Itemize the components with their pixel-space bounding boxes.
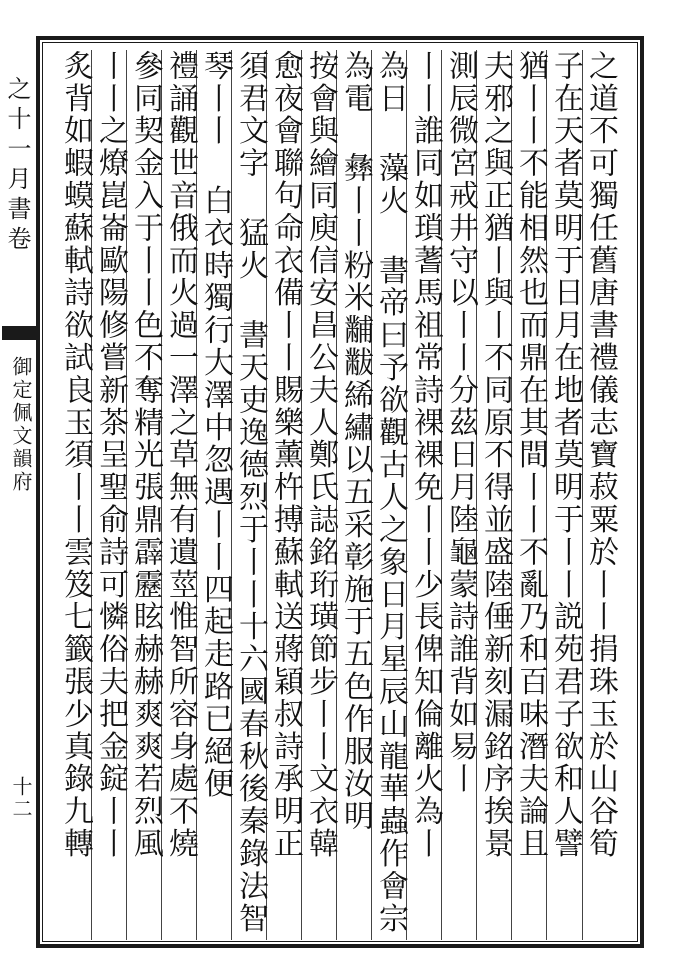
page-number: 十二 xyxy=(9,776,33,820)
text-column: 丨丨之燎崑崙歐陽修嘗新茶呈聖俞詩可憐俗夫把金錠丨丨 xyxy=(93,50,128,860)
text-column: 為日 藻火 書帝曰予欲觀古人之象日月星辰山龍華蟲作會宗 xyxy=(373,50,408,935)
fishtail-mark xyxy=(2,326,36,340)
text-column: 丨丨誰同如瑣蓍馬祖常詩裸裸免丨丨少長俾知倫離火為丨 xyxy=(408,50,443,860)
text-column: 琴丨丨 白衣時獨行大澤中忽遇丨丨四起走路已絕便 xyxy=(198,50,233,801)
book-title: 御定佩文韻府 xyxy=(9,356,33,494)
text-column: 夫邪之與正猶丨與丨不同原不得並盛陸倕新刻漏銘序挨景 xyxy=(478,50,513,860)
text-column: 猶丨丨不能相然也而鼎在其間丨丨不亂乃和百味潛夫論且 xyxy=(513,50,548,860)
text-column: 禮誦觀世音俄而火過一澤之草無有遺莖惟智所容身處不燒 xyxy=(163,50,198,860)
text-column: 測辰微宮戒井守以丨丨分茲日月陸龜蒙詩誰背如易丨 xyxy=(443,50,478,796)
text-column: 為電 彝丨丨粉米黼黻絺繡以五采彰施于五色作服汝明 xyxy=(338,50,373,833)
margin-top-marks: 之十一月書卷 xyxy=(3,76,31,256)
text-column: 炙背如蝦蟆蘇軾詩欲試良玉須丨丨雲笈七籤張少真錄九轉 xyxy=(58,50,93,860)
text-column: 按會與繪同庾信安昌公夫人鄭氏誌銘珩璜節步丨丨文衣韓 xyxy=(303,50,338,860)
text-column: 參同契金入于丨丨色不奪精光張鼎霹靂眩赫赫爽爽若烈風 xyxy=(128,50,163,860)
text-column: 愈夜會聯句命衣備丨丨賜樂薰杵搏蘇軾送蔣穎叔詩承明正 xyxy=(268,50,303,860)
text-column: 子在天者莫明于日月在地者莫明于丨丨説苑君子欲和人譬 xyxy=(548,50,583,860)
main-text xyxy=(60,50,618,940)
text-column: 之道不可獨任舊唐書禮儀志寶菽粟於丨丨捐珠玉於山谷筍 xyxy=(583,50,618,860)
text-column: 須君文字 猛火 書天吏逸德烈于丨丨十六國春秋後秦錄法智 xyxy=(233,50,268,935)
block-margin xyxy=(0,36,36,948)
